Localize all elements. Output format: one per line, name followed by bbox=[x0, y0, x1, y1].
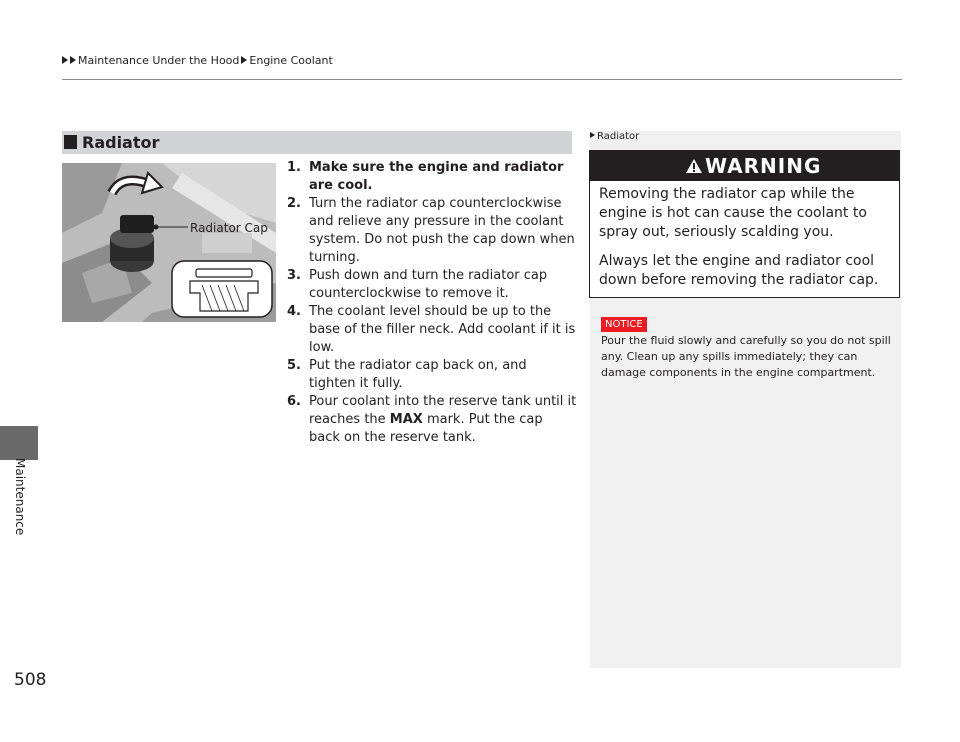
header-divider bbox=[62, 79, 902, 80]
breadcrumb-arrow-icon bbox=[241, 56, 247, 64]
step-text-part: mark. Put the cap back on the reserve tank. bbox=[309, 412, 543, 445]
notice-text: Pour the fluid slowly and carefully so you do not spill any. Clean up any spills immediately; they can damage components in the engine compartment. bbox=[601, 334, 891, 379]
step-item bbox=[287, 195, 577, 267]
step-text: Turn the radiator cap counterclockwise and relieve any pressure in the coolant system. Do not push the cap down when turning. bbox=[309, 196, 575, 265]
breadcrumb-item-maintenance-under-the-hood[interactable]: Maintenance Under the Hood bbox=[78, 54, 240, 67]
warning-text: Removing the radiator cap while the engine is hot can cause the coolant to spray out, seriously scalding you. bbox=[599, 186, 867, 240]
step-text: Make sure the engine and radiator are cool. bbox=[309, 160, 564, 193]
step-number: 6. bbox=[287, 394, 301, 409]
step-item bbox=[287, 303, 577, 357]
step-number: 5. bbox=[287, 358, 301, 373]
step-text-part: Pour coolant into the reserve tank until it reaches the bbox=[309, 394, 577, 427]
max-mark-label: MAX bbox=[389, 412, 423, 427]
notes-panel-heading-text: Radiator bbox=[597, 131, 640, 142]
breadcrumb-arrow-icon bbox=[62, 56, 68, 64]
procedure-steps bbox=[287, 159, 577, 447]
section-title: Radiator bbox=[82, 133, 160, 152]
page-number: 508 bbox=[14, 670, 47, 690]
step-text: Put the radiator cap back on, and tighten it fully. bbox=[309, 358, 527, 391]
section-square-icon bbox=[64, 135, 77, 149]
breadcrumb-item-engine-coolant[interactable]: Engine Coolant bbox=[249, 54, 333, 67]
notice-badge: NOTICE bbox=[601, 317, 647, 332]
radiator-cap-illustration bbox=[62, 163, 276, 322]
warning-text: Always let the engine and radiator cool down before removing the radiator cap. bbox=[599, 253, 879, 288]
notes-panel-heading bbox=[590, 131, 639, 142]
warning-triangle-icon bbox=[685, 158, 703, 174]
warning-title: WARNING bbox=[705, 154, 822, 178]
step-text: The coolant level should be up to the base of the filler neck. Add coolant if it is low. bbox=[309, 304, 576, 355]
radiator-cap-callout: Radiator Cap bbox=[190, 221, 268, 235]
step-number: 4. bbox=[287, 304, 301, 319]
chapter-tab-label: Maintenance bbox=[13, 458, 27, 536]
step-item bbox=[287, 267, 577, 303]
step-item bbox=[287, 159, 577, 195]
step-item bbox=[287, 393, 577, 447]
chapter-tab bbox=[0, 426, 38, 460]
step-item bbox=[287, 357, 577, 393]
step-number: 2. bbox=[287, 196, 301, 211]
note-arrow-icon bbox=[590, 132, 595, 138]
step-number: 1. bbox=[287, 160, 301, 175]
breadcrumb-arrow-icon bbox=[70, 56, 76, 64]
step-text: Push down and turn the radiator cap counterclockwise to remove it. bbox=[309, 268, 548, 301]
step-number: 3. bbox=[287, 268, 301, 283]
breadcrumb bbox=[62, 54, 333, 67]
